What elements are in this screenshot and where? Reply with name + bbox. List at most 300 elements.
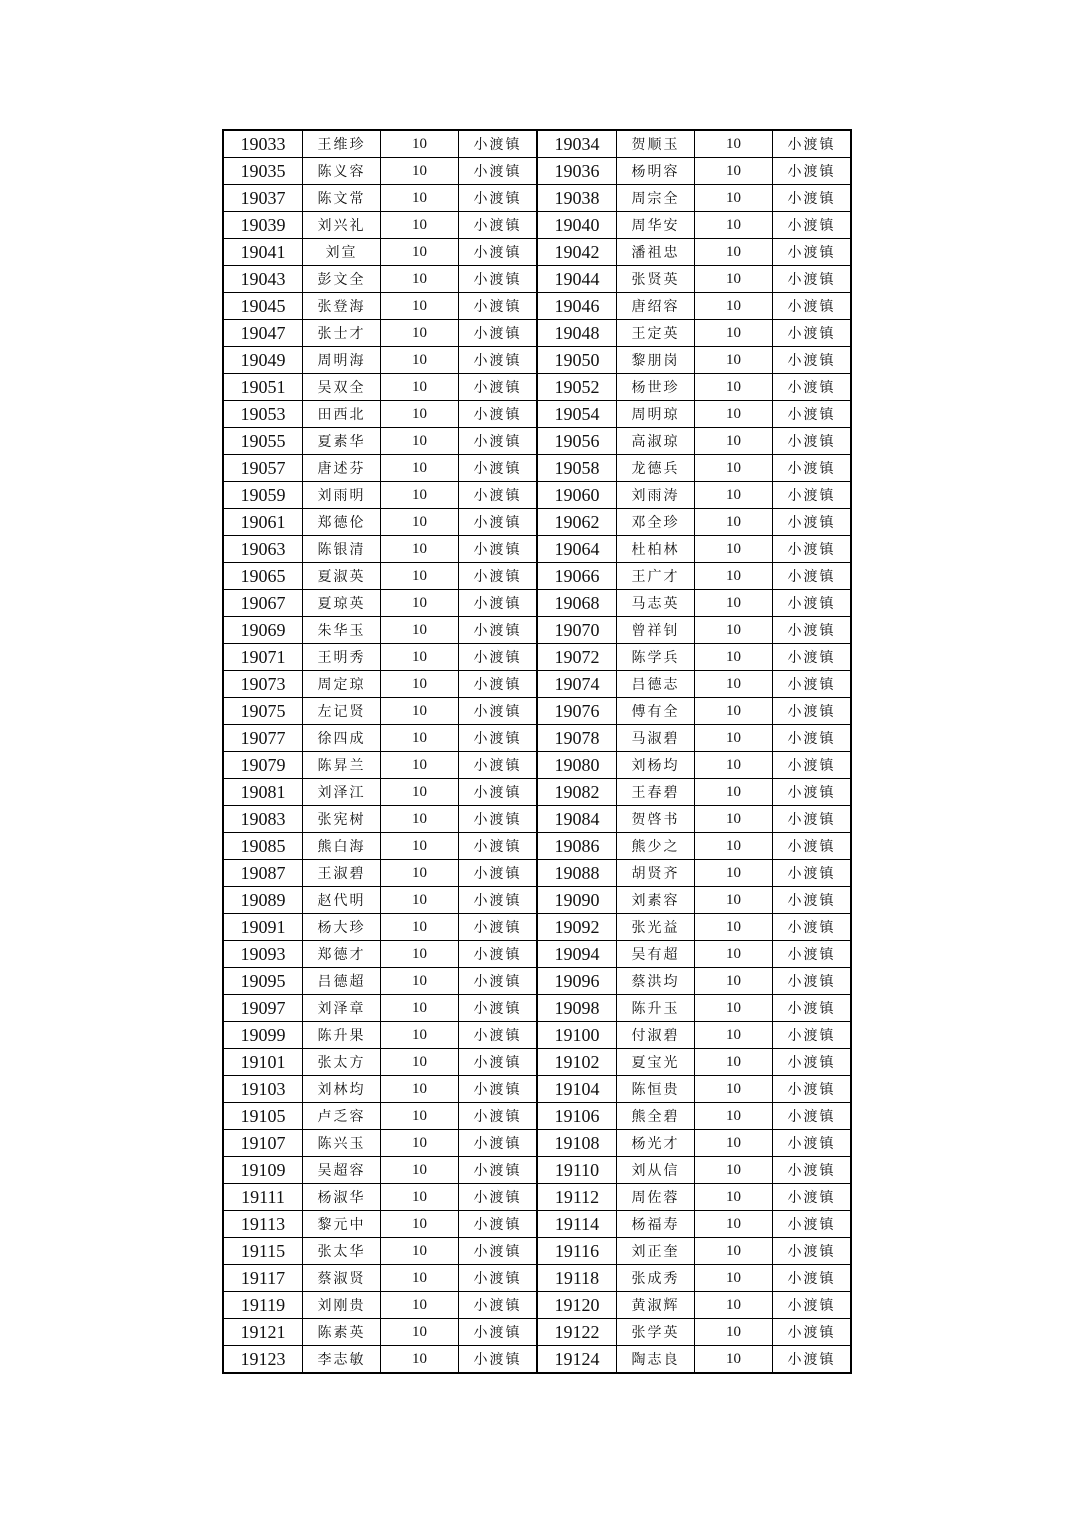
name-cell: 吴有超 [617,941,695,968]
record-id-cell: 19088 [537,860,617,887]
name-cell: 熊全碧 [617,1103,695,1130]
record-id-cell: 19050 [537,347,617,374]
town-cell: 小渡镇 [773,455,852,482]
record-id-cell: 19080 [537,752,617,779]
record-id-cell: 19077 [223,725,303,752]
record-id-cell: 19059 [223,482,303,509]
count-cell: 10 [381,590,459,617]
count-cell: 10 [381,995,459,1022]
record-id-cell: 19118 [537,1265,617,1292]
table-row [223,617,851,644]
town-cell: 小渡镇 [459,1292,538,1319]
record-id-cell: 19092 [537,914,617,941]
name-cell: 刘兴礼 [303,212,381,239]
count-cell: 10 [381,1076,459,1103]
count-cell: 10 [381,617,459,644]
count-cell: 10 [695,698,773,725]
count-cell: 10 [695,374,773,401]
name-cell: 张学英 [617,1319,695,1346]
name-cell: 王维珍 [303,130,381,158]
name-cell: 杨淑华 [303,1184,381,1211]
record-id-cell: 19039 [223,212,303,239]
name-cell: 付淑碧 [617,1022,695,1049]
name-cell: 陈素英 [303,1319,381,1346]
record-id-cell: 19076 [537,698,617,725]
count-cell: 10 [695,941,773,968]
name-cell: 贺顺玉 [617,130,695,158]
record-id-cell: 19087 [223,860,303,887]
name-cell: 张贤英 [617,266,695,293]
record-id-cell: 19085 [223,833,303,860]
name-cell: 刘素容 [617,887,695,914]
count-cell: 10 [695,968,773,995]
count-cell: 10 [695,1130,773,1157]
table-row [223,1076,851,1103]
town-cell: 小渡镇 [459,725,538,752]
name-cell: 蔡洪均 [617,968,695,995]
town-cell: 小渡镇 [459,509,538,536]
town-cell: 小渡镇 [773,752,852,779]
record-id-cell: 19102 [537,1049,617,1076]
town-cell: 小渡镇 [773,536,852,563]
name-cell: 张太方 [303,1049,381,1076]
record-id-cell: 19112 [537,1184,617,1211]
count-cell: 10 [695,860,773,887]
table-row [223,509,851,536]
count-cell: 10 [381,887,459,914]
name-cell: 王明秀 [303,644,381,671]
record-id-cell: 19105 [223,1103,303,1130]
count-cell: 10 [695,239,773,266]
name-cell: 田西北 [303,401,381,428]
town-cell: 小渡镇 [773,1103,852,1130]
count-cell: 10 [695,1022,773,1049]
name-cell: 王定英 [617,320,695,347]
count-cell: 10 [695,1238,773,1265]
name-cell: 黎元中 [303,1211,381,1238]
town-cell: 小渡镇 [459,347,538,374]
record-id-cell: 19093 [223,941,303,968]
town-cell: 小渡镇 [459,1157,538,1184]
name-cell: 贺啓书 [617,806,695,833]
table-row [223,1238,851,1265]
record-id-cell: 19052 [537,374,617,401]
count-cell: 10 [381,212,459,239]
town-cell: 小渡镇 [773,698,852,725]
town-cell: 小渡镇 [459,617,538,644]
record-id-cell: 19081 [223,779,303,806]
name-cell: 杨光才 [617,1130,695,1157]
name-cell: 陈学兵 [617,644,695,671]
record-id-cell: 19037 [223,185,303,212]
table-row [223,1130,851,1157]
name-cell: 周佐蓉 [617,1184,695,1211]
name-cell: 周明海 [303,347,381,374]
name-cell: 周华安 [617,212,695,239]
record-id-cell: 19121 [223,1319,303,1346]
record-id-cell: 19091 [223,914,303,941]
name-cell: 王淑碧 [303,860,381,887]
record-id-cell: 19061 [223,509,303,536]
record-id-cell: 19065 [223,563,303,590]
name-cell: 吴超容 [303,1157,381,1184]
record-id-cell: 19108 [537,1130,617,1157]
count-cell: 10 [381,374,459,401]
record-id-cell: 19100 [537,1022,617,1049]
count-cell: 10 [381,239,459,266]
record-id-cell: 19058 [537,455,617,482]
count-cell: 10 [695,266,773,293]
record-id-cell: 19040 [537,212,617,239]
record-id-cell: 19073 [223,671,303,698]
record-id-cell: 19082 [537,779,617,806]
name-cell: 朱华玉 [303,617,381,644]
name-cell: 蔡淑贤 [303,1265,381,1292]
count-cell: 10 [381,1157,459,1184]
town-cell: 小渡镇 [459,752,538,779]
count-cell: 10 [695,320,773,347]
record-id-cell: 19046 [537,293,617,320]
name-cell: 张士才 [303,320,381,347]
town-cell: 小渡镇 [459,887,538,914]
record-id-cell: 19057 [223,455,303,482]
table-row [223,1157,851,1184]
record-id-cell: 19101 [223,1049,303,1076]
record-id-cell: 19056 [537,428,617,455]
count-cell: 10 [381,914,459,941]
town-cell: 小渡镇 [773,1157,852,1184]
town-cell: 小渡镇 [773,1238,852,1265]
town-cell: 小渡镇 [459,536,538,563]
count-cell: 10 [695,590,773,617]
town-cell: 小渡镇 [459,1049,538,1076]
town-cell: 小渡镇 [459,1211,538,1238]
table-row [223,914,851,941]
count-cell: 10 [381,347,459,374]
name-cell: 陈恒贵 [617,1076,695,1103]
town-cell: 小渡镇 [459,1022,538,1049]
name-cell: 张登海 [303,293,381,320]
count-cell: 10 [695,914,773,941]
count-cell: 10 [381,671,459,698]
count-cell: 10 [381,779,459,806]
count-cell: 10 [695,995,773,1022]
record-id-cell: 19036 [537,158,617,185]
town-cell: 小渡镇 [459,455,538,482]
record-id-cell: 19120 [537,1292,617,1319]
record-id-cell: 19123 [223,1346,303,1374]
count-cell: 10 [695,1265,773,1292]
record-id-cell: 19048 [537,320,617,347]
record-id-cell: 19035 [223,158,303,185]
count-cell: 10 [381,806,459,833]
roster-table [222,129,852,1374]
record-id-cell: 19038 [537,185,617,212]
name-cell: 熊白海 [303,833,381,860]
roster-table-body [223,130,851,1373]
count-cell: 10 [381,536,459,563]
count-cell: 10 [381,1211,459,1238]
record-id-cell: 19042 [537,239,617,266]
town-cell: 小渡镇 [773,1076,852,1103]
town-cell: 小渡镇 [459,860,538,887]
table-row [223,968,851,995]
table-row [223,428,851,455]
record-id-cell: 19086 [537,833,617,860]
name-cell: 夏淑英 [303,563,381,590]
town-cell: 小渡镇 [773,266,852,293]
name-cell: 彭文全 [303,266,381,293]
town-cell: 小渡镇 [459,941,538,968]
town-cell: 小渡镇 [459,320,538,347]
name-cell: 赵代明 [303,887,381,914]
town-cell: 小渡镇 [773,1292,852,1319]
count-cell: 10 [695,752,773,779]
name-cell: 刘正奎 [617,1238,695,1265]
record-id-cell: 19107 [223,1130,303,1157]
town-cell: 小渡镇 [773,941,852,968]
record-id-cell: 19104 [537,1076,617,1103]
record-id-cell: 19084 [537,806,617,833]
name-cell: 李志敏 [303,1346,381,1374]
count-cell: 10 [381,563,459,590]
name-cell: 杜柏林 [617,536,695,563]
record-id-cell: 19071 [223,644,303,671]
count-cell: 10 [381,1049,459,1076]
town-cell: 小渡镇 [459,833,538,860]
count-cell: 10 [695,347,773,374]
record-id-cell: 19114 [537,1211,617,1238]
table-row [223,644,851,671]
record-id-cell: 19064 [537,536,617,563]
name-cell: 吕德志 [617,671,695,698]
record-id-cell: 19095 [223,968,303,995]
name-cell: 周宗全 [617,185,695,212]
table-row [223,482,851,509]
table-row [223,1103,851,1130]
town-cell: 小渡镇 [773,212,852,239]
record-id-cell: 19075 [223,698,303,725]
name-cell: 刘林均 [303,1076,381,1103]
town-cell: 小渡镇 [773,1184,852,1211]
count-cell: 10 [381,1319,459,1346]
record-id-cell: 19060 [537,482,617,509]
record-id-cell: 19096 [537,968,617,995]
record-id-cell: 19113 [223,1211,303,1238]
town-cell: 小渡镇 [459,482,538,509]
name-cell: 陈义容 [303,158,381,185]
name-cell: 黄淑辉 [617,1292,695,1319]
count-cell: 10 [695,401,773,428]
record-id-cell: 19054 [537,401,617,428]
town-cell: 小渡镇 [459,590,538,617]
record-id-cell: 19070 [537,617,617,644]
count-cell: 10 [381,644,459,671]
record-id-cell: 19122 [537,1319,617,1346]
town-cell: 小渡镇 [773,887,852,914]
table-row [223,401,851,428]
town-cell: 小渡镇 [773,806,852,833]
table-row [223,374,851,401]
town-cell: 小渡镇 [459,212,538,239]
record-id-cell: 19117 [223,1265,303,1292]
name-cell: 张成秀 [617,1265,695,1292]
town-cell: 小渡镇 [773,590,852,617]
town-cell: 小渡镇 [773,482,852,509]
count-cell: 10 [695,428,773,455]
table-row [223,130,851,158]
count-cell: 10 [381,725,459,752]
name-cell: 马淑碧 [617,725,695,752]
table-row [223,1346,851,1374]
count-cell: 10 [381,941,459,968]
record-id-cell: 19090 [537,887,617,914]
count-cell: 10 [695,1346,773,1374]
town-cell: 小渡镇 [459,1319,538,1346]
table-row [223,563,851,590]
town-cell: 小渡镇 [773,374,852,401]
count-cell: 10 [381,698,459,725]
name-cell: 夏琼英 [303,590,381,617]
name-cell: 唐述芬 [303,455,381,482]
name-cell: 刘泽江 [303,779,381,806]
town-cell: 小渡镇 [773,239,852,266]
town-cell: 小渡镇 [459,293,538,320]
table-row [223,1319,851,1346]
town-cell: 小渡镇 [459,266,538,293]
count-cell: 10 [695,887,773,914]
town-cell: 小渡镇 [459,671,538,698]
count-cell: 10 [381,968,459,995]
table-row [223,887,851,914]
town-cell: 小渡镇 [773,1049,852,1076]
town-cell: 小渡镇 [459,1103,538,1130]
town-cell: 小渡镇 [459,1238,538,1265]
town-cell: 小渡镇 [459,401,538,428]
town-cell: 小渡镇 [773,1022,852,1049]
count-cell: 10 [695,212,773,239]
count-cell: 10 [381,860,459,887]
record-id-cell: 19066 [537,563,617,590]
name-cell: 周定琼 [303,671,381,698]
name-cell: 马志英 [617,590,695,617]
count-cell: 10 [695,563,773,590]
count-cell: 10 [381,482,459,509]
table-row [223,698,851,725]
table-row [223,671,851,698]
record-id-cell: 19047 [223,320,303,347]
count-cell: 10 [695,1319,773,1346]
name-cell: 潘祖忠 [617,239,695,266]
name-cell: 郑德伦 [303,509,381,536]
town-cell: 小渡镇 [459,1265,538,1292]
table-row [223,941,851,968]
table-row [223,158,851,185]
count-cell: 10 [695,482,773,509]
town-cell: 小渡镇 [773,1211,852,1238]
town-cell: 小渡镇 [459,779,538,806]
name-cell: 邓全珍 [617,509,695,536]
count-cell: 10 [695,1049,773,1076]
town-cell: 小渡镇 [773,725,852,752]
record-id-cell: 19115 [223,1238,303,1265]
count-cell: 10 [695,671,773,698]
count-cell: 10 [695,1103,773,1130]
record-id-cell: 19053 [223,401,303,428]
record-id-cell: 19103 [223,1076,303,1103]
table-row [223,347,851,374]
count-cell: 10 [695,617,773,644]
count-cell: 10 [695,185,773,212]
town-cell: 小渡镇 [773,158,852,185]
name-cell: 杨世珍 [617,374,695,401]
name-cell: 夏素华 [303,428,381,455]
name-cell: 陈昇兰 [303,752,381,779]
name-cell: 刘从信 [617,1157,695,1184]
name-cell: 唐绍容 [617,293,695,320]
table-row [223,1292,851,1319]
record-id-cell: 19049 [223,347,303,374]
name-cell: 吕德超 [303,968,381,995]
name-cell: 陈银清 [303,536,381,563]
table-row [223,806,851,833]
table-row [223,455,851,482]
town-cell: 小渡镇 [773,644,852,671]
count-cell: 10 [381,320,459,347]
name-cell: 熊少之 [617,833,695,860]
town-cell: 小渡镇 [459,374,538,401]
table-row [223,185,851,212]
name-cell: 王春碧 [617,779,695,806]
town-cell: 小渡镇 [459,563,538,590]
count-cell: 10 [381,1022,459,1049]
count-cell: 10 [695,158,773,185]
record-id-cell: 19033 [223,130,303,158]
town-cell: 小渡镇 [773,428,852,455]
name-cell: 黎朋岗 [617,347,695,374]
table-row [223,995,851,1022]
town-cell: 小渡镇 [459,158,538,185]
table-row [223,752,851,779]
count-cell: 10 [695,130,773,158]
town-cell: 小渡镇 [773,671,852,698]
record-id-cell: 19045 [223,293,303,320]
count-cell: 10 [695,725,773,752]
table-row [223,1022,851,1049]
count-cell: 10 [695,509,773,536]
name-cell: 陈文常 [303,185,381,212]
town-cell: 小渡镇 [459,698,538,725]
record-id-cell: 19094 [537,941,617,968]
name-cell: 刘雨涛 [617,482,695,509]
name-cell: 杨大珍 [303,914,381,941]
name-cell: 杨明容 [617,158,695,185]
town-cell: 小渡镇 [773,293,852,320]
name-cell: 傅有全 [617,698,695,725]
record-id-cell: 19124 [537,1346,617,1374]
record-id-cell: 19051 [223,374,303,401]
table-row [223,860,851,887]
table-row [223,1184,851,1211]
table-row [223,833,851,860]
name-cell: 陈升玉 [617,995,695,1022]
record-id-cell: 19079 [223,752,303,779]
town-cell: 小渡镇 [773,833,852,860]
count-cell: 10 [695,1184,773,1211]
table-row [223,590,851,617]
name-cell: 夏宝光 [617,1049,695,1076]
name-cell: 刘杨均 [617,752,695,779]
